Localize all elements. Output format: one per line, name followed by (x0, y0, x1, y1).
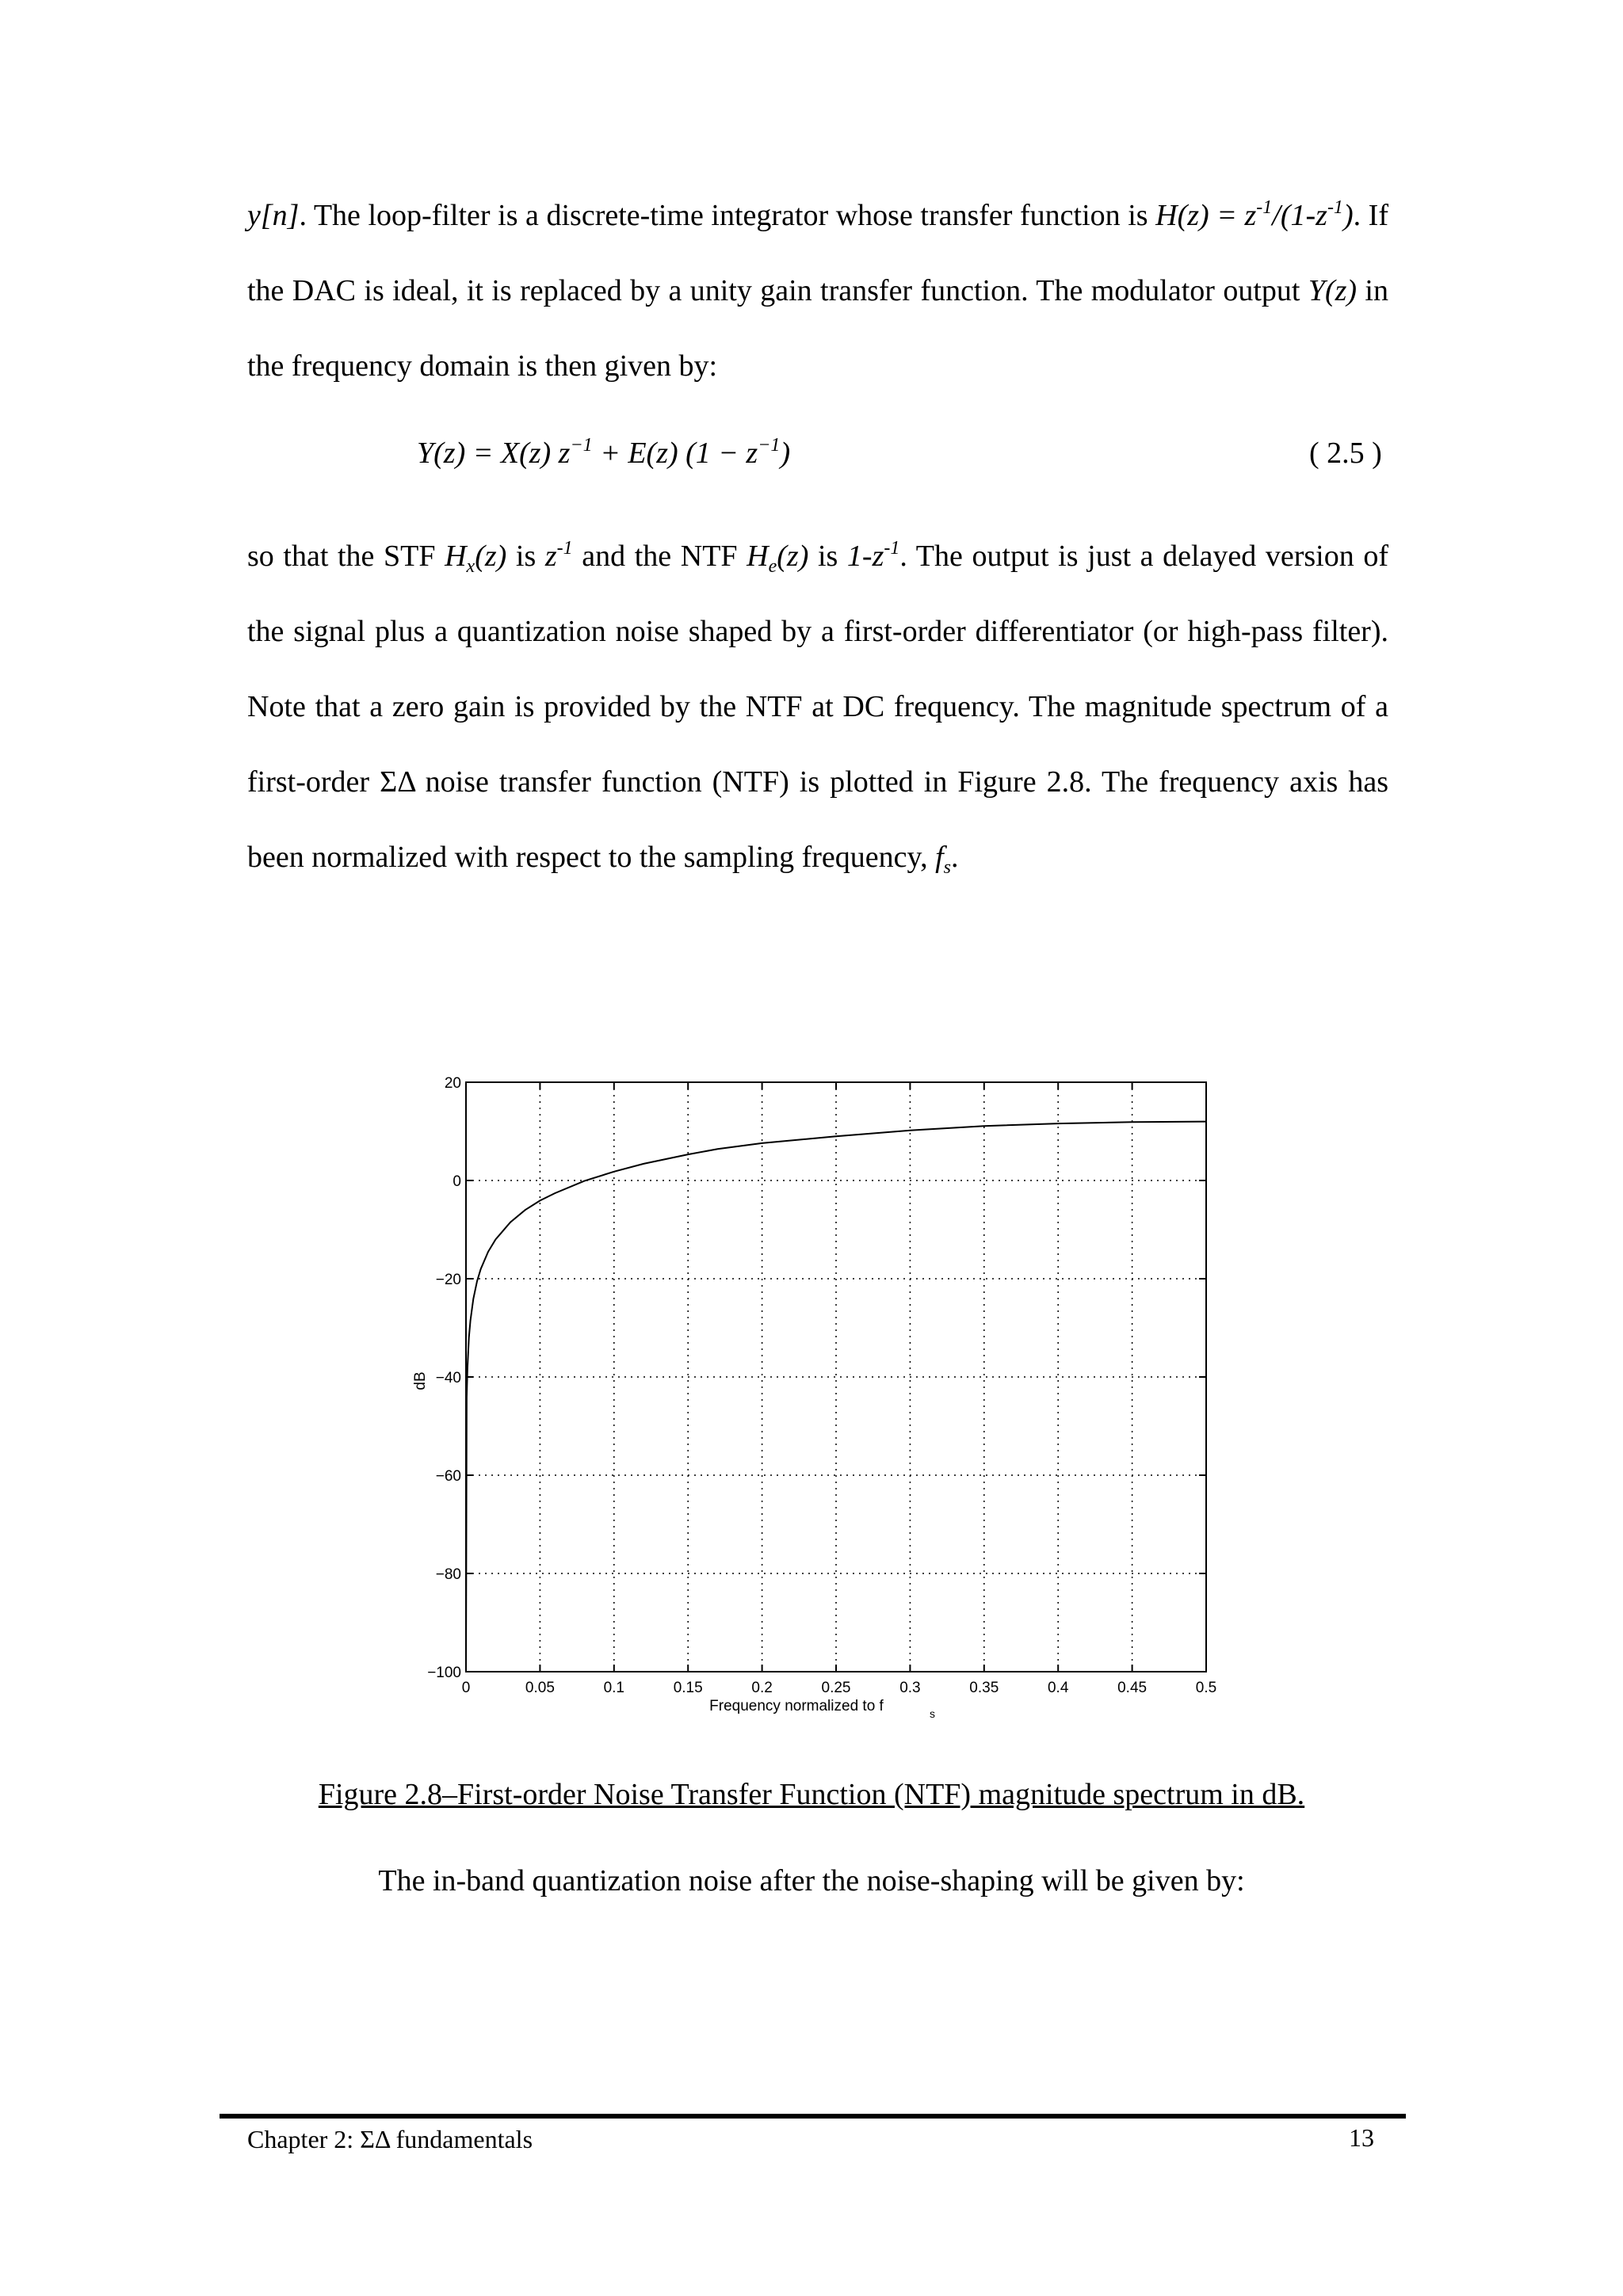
body-text-after-figure: The in-band quantization noise after the noise-shaping will be given by: (378, 1864, 1245, 1897)
x-axis-label: Frequency normalized to f (709, 1698, 884, 1714)
x-tick-label: 0 (461, 1680, 471, 1696)
x-tick-label: 0.45 (1117, 1680, 1148, 1696)
x-tick-label: 0.15 (673, 1680, 703, 1696)
x-tick-label: 0.05 (525, 1680, 555, 1696)
x-tick-label: 0.35 (969, 1680, 999, 1696)
chart-grid (466, 1082, 1206, 1672)
x-tick-label: 0.2 (751, 1680, 773, 1696)
y-tick-label: 20 (444, 1075, 461, 1092)
y-tick-label: −60 (435, 1468, 461, 1485)
figure-caption: Figure 2.8–First-order Noise Transfer Function (NTF) magnitude spectrum in dB. (318, 1778, 1305, 1811)
x-tick-label: 0.5 (1195, 1680, 1217, 1696)
x-tick-label: 0.1 (603, 1680, 625, 1696)
equation-2-5: Y(z) = X(z) $z^{-1} + E(z) (1 - z^{-1})$ (417, 435, 791, 470)
footer-chapter: Chapter 2: ΣΔ fundamentals (247, 2125, 533, 2153)
paragraph-2: so that the STF $H_x(z)$ is $z^{-1}$ and the NTF $H_e(z)$ is $1-z^{-1}$. The output is just a delayed version of the signal plus a quantization noise shaped by a first-order differentiator (or high-pass filter). Note that a zero gain is provided by the NTF at DC frequency. The magnitude spectrum of a first-order ΣΔ noise transfer function (NTF) is plotted in Figure 2.8. The frequency axis has been normalized with respect to the sampling frequency, $f_s$. (247, 538, 1388, 878)
chart-tick-labels (427, 1075, 1216, 1696)
y-axis-label: dB (412, 1371, 429, 1390)
ntf-magnitude-chart (396, 1062, 1252, 1735)
x-tick-label: 0.4 (1047, 1680, 1069, 1696)
y-tick-label: −100 (427, 1665, 461, 1681)
x-tick-label: 0.25 (821, 1680, 851, 1696)
equation-number: ( 2.5 ) (1309, 437, 1382, 470)
y-tick-label: 0 (453, 1173, 461, 1190)
x-tick-label: 0.3 (899, 1680, 921, 1696)
y-tick-label: −80 (435, 1566, 461, 1583)
y-tick-label: −20 (435, 1272, 461, 1288)
paragraph-1: y[n]. The loop-filter is a discrete-time integrator whose transfer function is $H(z) = z^{-1}/(1-z^{-1})$. If the DAC is ideal, it is replaced by a unity gain transfer function. The modulator output Y(z) in the frequency domain is then given by: (247, 197, 1388, 383)
y-tick-label: −40 (435, 1370, 461, 1386)
page-number: 13 (1349, 2123, 1374, 2152)
x-axis-label-subscript: s (930, 1707, 935, 1720)
footer-rule (220, 2114, 1406, 2119)
